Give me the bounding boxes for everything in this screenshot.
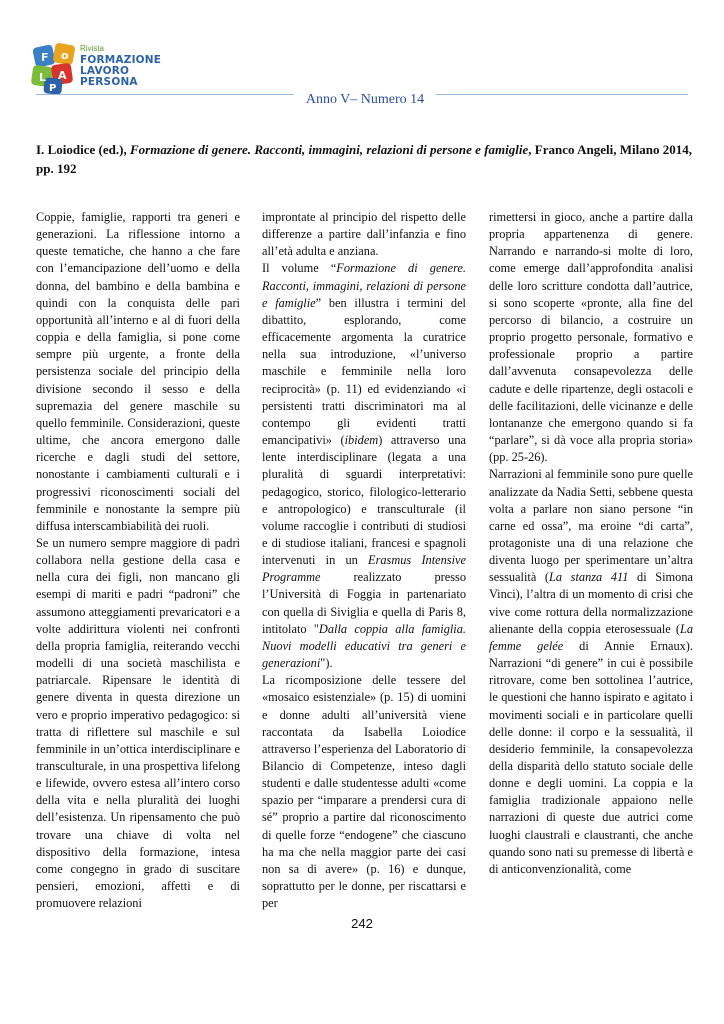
review-author: I. Loiodice (ed.), (36, 142, 127, 157)
issue-label: Anno V– Numero 14 (305, 92, 425, 107)
paragraph: La ricomposizione delle tessere del «mosaico esistenziale» (p. 15) di uomini e donne adulti all’università viene raccontata da Isabella Loiodice attraverso l’esperienza del Laboratorio di Bilancio di Competenze, inteso dagli studenti e dalle studentesse adulti «come spazio per “imparare a prendersi cura di sé” proprio a partire dal riconoscimento di quelle forze “endogene” che ciascuno ha ma che nella maggior parte dei casi non sa di avere» (p. 16) e dunque, soprattutto per le donne, per riscattarsi e per (262, 673, 466, 911)
header-rule-left (36, 94, 294, 95)
paragraph: improntate al principio del rispetto delle differenze a partire dall’infanzia e fino all’età adulta e anziana. (262, 210, 466, 259)
text-run: Il volume “ (262, 261, 337, 276)
italic-run: La femme gelée (489, 621, 693, 653)
italic-run: Dalla coppia alla famiglia. Nuovi modelli educativi tra generi e generazioni (262, 621, 466, 671)
review-publisher: , Franco Angeli, Milano 2014, pp. 192 (36, 142, 692, 176)
logo-word-persona: PERSONA (80, 76, 138, 88)
text-column-1 (36, 209, 240, 912)
italic-run: La stanza 411 (549, 570, 629, 585)
paragraph (489, 466, 693, 878)
text-run: di Annie Ernaux). Narrazioni “di genere” in cui è possibile ritrovare, come ben sottolinea l’autrice, le questioni che hanno ispirato e agitato i movimenti sociali e in particolare quelli delle donne: il corpo e la sessualità, il desiderio femminile, la consapevolezza della disparità dello statuto sociale delle donne e degli uomini. La coppia e la famiglia tradizionale appaiono nelle narrazioni di queste due autrici come luoghi claustrali e claustranti, che anche quando sono nati su premesse di libertà e di anticonvenzionalità, come (489, 638, 694, 876)
page-number: 242 (351, 916, 373, 931)
italic-run: ibidem (344, 433, 379, 448)
review-book-title: Formazione di genere. Racconti, immagini, relazioni di persone e famiglie (130, 142, 529, 157)
logo-letter: o (61, 49, 69, 62)
logo-rivista-label: Rivista (80, 44, 105, 53)
logo-letter: F (41, 51, 49, 64)
text-column-3 (489, 209, 693, 878)
paragraph (262, 260, 466, 672)
italic-run: Erasmus Intensive Programme (262, 553, 466, 585)
logo-word-lavoro: LAVORO (80, 65, 130, 77)
text-run: ) attraverso una lente interdisciplinare (legata a una pluralità di sguardi interpretativi: pedagogico, storico, filologico-letterario e antropologico) e transculturale (il volume raccoglie i contributi di studiosi e di studiose italiani, francesi e spagnoli intervenuti in un (262, 433, 466, 568)
text-run: Narrazioni al femminile sono pure quelle analizzate da Nadia Setti, sebbene questa volta a parlare non siano persone “in carne ed ossa”, ma eroine “di carta”, protagoniste una di una relazione che diventa luogo per sperimentare un’altra sessualità ( (489, 467, 693, 585)
logo-letter: P (49, 83, 57, 94)
text-run: "). (320, 656, 333, 671)
logo-word-formazione: FORMAZIONE (80, 54, 162, 66)
text-run: ” ben illustra i termini del dibattito, esplorando, come efficacemente argomenta la curatrice nella sua introduzione, «l’universo maschile e femminile nella loro reciprocità» (p. 11) ed evidenziando «i persistenti tratti discriminatori ma al contempo gli evidenti tratti emancipativi» ( (262, 295, 466, 448)
text-column-2 (262, 209, 466, 912)
header-rule-right (436, 94, 688, 95)
review-citation (36, 140, 692, 178)
paragraph: Se un numero sempre maggiore di padri collabora nella gestione della casa e nella cura dei figli, non mancano gli esempi di mariti e padri “padroni” che assumono atteggiamenti prevaricatori e a volte addirittura violenti nei confronti della propria famiglia, reiterando vecchi modelli di una società maschilista e patriarcale. Ripensare le identità di genere diventa in questa direzione un vero e proprio imperativo pedagogico: si tratta di riflettere sul maschile e sul femminile in un’ottica interdisciplinare e transculturale, in una prospettiva lifelong e lifewide, ovvero estesa all’intero corso della vita e nella pluralità dei luoghi dell’esistenza. Un ripensamento che può trovare una chiave di volta nel dispositivo della formazione, intesa come congegno in grado di suscitare pensieri, emozioni, affetti e di promuovere relazioni (36, 535, 240, 911)
logo-letter: A (58, 69, 67, 82)
logo-letter: L (39, 71, 47, 84)
paragraph: Coppie, famiglie, rapporti tra generi e generazioni. La riflessione intorno a queste tematiche, che hanno a che fare con l’emancipazione dell’uomo e della donna, del bambino e della bambina e quindi con la conquista delle pari opportunità all’interno e al di fuori della coppia e della famiglia, si pone come sempre più urgente, a fronte della persistenza sociale del principio della divisione secondo il sesso e della supremazia del genere maschile su quello femminile. Considerazioni, queste ultime, che ancora emergono dalle ricerche e dagli studi del settore, nonostante i cambiamenti culturali e i progressivi riconoscimenti sociali del femminile e nonostante la sempre più diffusa interscambiabilità dei ruoli. (36, 210, 240, 533)
text-run: di Simona Vinci), l’altra di un momento di crisi che vive come rottura della normalizzazione alienante della coppia eterosessuale ( (489, 570, 693, 636)
text-run: realizzato presso l’Università di Foggia in partenariato con quella di Siviglia e quella di Paris 8, intitolato " (262, 570, 466, 636)
paragraph: rimettersi in gioco, anche a partire dalla propria appartenenza di genere. Narrando e narrando-si molte di loro, come emerge dall’approfondita analisi delle loro scritture condotta dall’autrice, si sono scoperte «pronte, alla fine del percorso di bilancio, a costruire un proprio progetto personale, formativo e professionale proprio a partire dall’avvenuta consapevolezza delle cadute e delle ripartenze, degli ostacoli e delle facilitazioni, delle vicinanze e delle lontananze che emergono quando si fa “parlare”, si dà voce alla propria storia» (pp. 25-26). (489, 210, 693, 465)
italic-run: Formazione di genere. Racconti, immagini, relazioni di persone e famiglie (262, 261, 466, 310)
